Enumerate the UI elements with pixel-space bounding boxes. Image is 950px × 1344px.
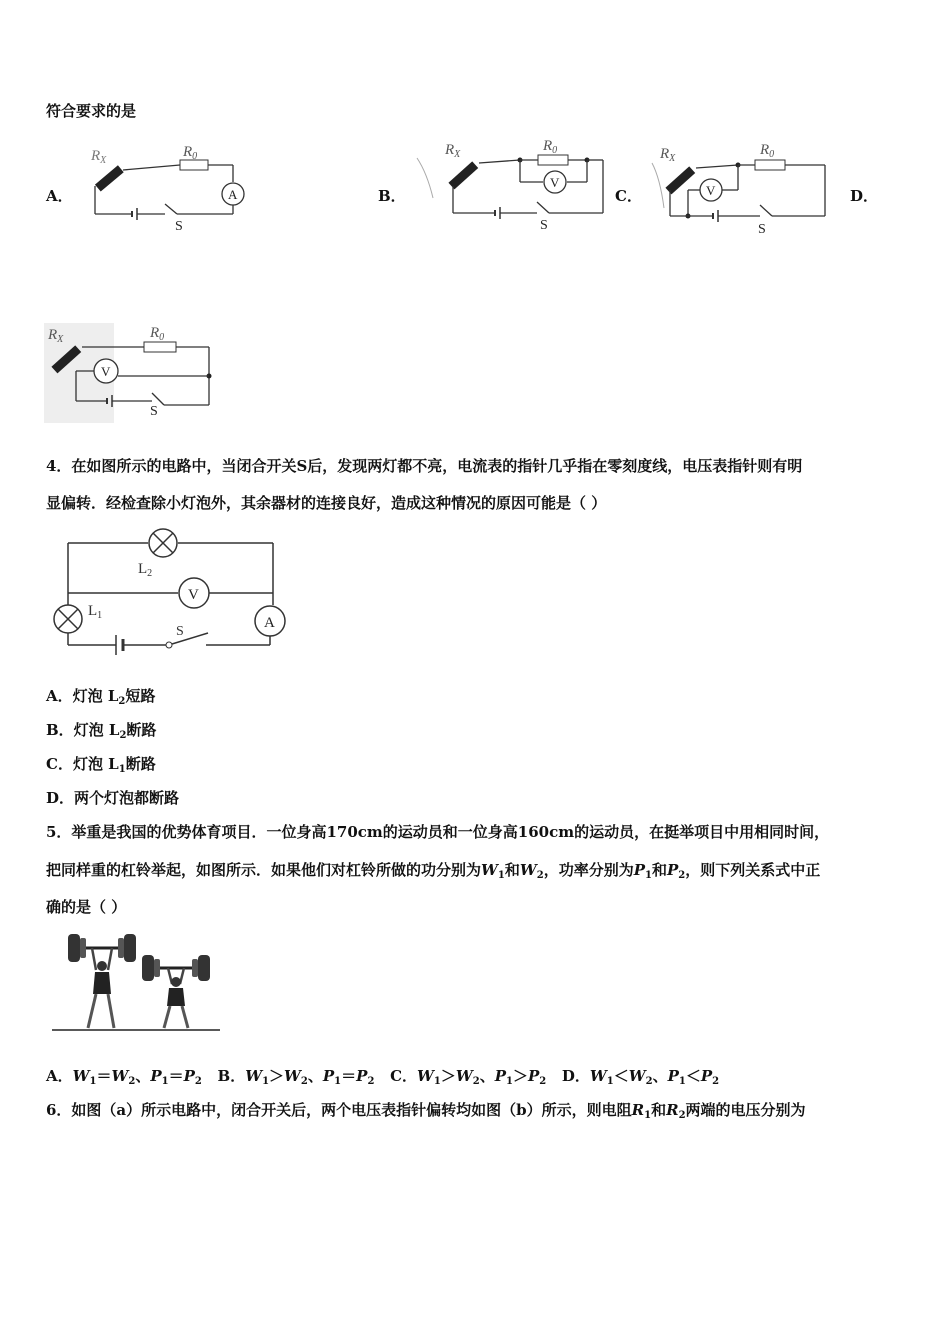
svg-text:R0: $R_0$ (760, 142, 775, 160)
svg-text:RX: $R_X$ (660, 146, 676, 164)
q4-l1-sub: 1 (97, 610, 103, 621)
q5-options-line: A．$W_1=W_2$、$P_1=P_2$ B．$W_1>W_2$、$P_1=P_2$ C．$W_1>W_2$、$P_1>P_2$ D．$W_1<W_2$、$P_1<P_2$ (46, 1067, 720, 1087)
q5-question-line3: 确的是（ ） (46, 898, 127, 916)
q3-circuit-b (415, 138, 610, 238)
q4-option-b: B．灯泡 $L_2$断路 (46, 721, 157, 741)
q5-question-line1: 5．举重是我国的优势体育项目．一位身高170cm的运动员和一位身高160cm的运动员，在挺举项目中用相同时间， (46, 823, 830, 841)
svg-text:S: S (540, 218, 548, 233)
svg-text:L1 (88, 603, 102, 621)
svg-text:V: V (550, 175, 560, 190)
q3-circuit-a (85, 138, 255, 233)
q3-option-c-label: C． (615, 187, 642, 205)
svg-text:R0: $R_0$ (150, 325, 165, 343)
svg-text:S: S (758, 222, 766, 237)
q5-question-line2: 把同样重的杠铃举起，如图所示．如果他们对杠铃所做的功分别为$W_1$和$W_2$，功率分别为$P_1$和$P_2$，则下列关系式中正 (46, 861, 821, 881)
svg-text:RX: $R_X$ (48, 327, 64, 345)
q4-option-a: A．灯泡 $L_2$短路 (46, 687, 156, 707)
svg-text:R0: $R_0$ (543, 138, 558, 156)
q3-circuit-d (44, 323, 219, 423)
svg-text:S: S (150, 404, 158, 419)
svg-text:A: A (228, 187, 238, 202)
q4-switch-label: S (176, 624, 184, 639)
q4-option-c: C．灯泡 $L_1$断路 (46, 755, 156, 775)
q4-question-line1: 4．在如图所示的电路中，当闭合开关S后，发现两灯都不亮，电流表的指针几乎指在零刻度线，电压表指针则有明 (46, 457, 803, 475)
q4-l2-sub: 2 (147, 568, 153, 579)
svg-text:RX: $R_X$ (445, 142, 461, 160)
q4-ammeter-label: A (264, 615, 275, 631)
q4-circuit-figure (48, 525, 293, 665)
q3-circuit-c (650, 138, 830, 238)
q3-option-a-label: A． (46, 187, 73, 205)
q4-question-line2: 显偏转．经检查除小灯泡外，其余器材的连接良好，造成这种情况的原因可能是（ ） (46, 494, 607, 512)
q3-option-b-label: B． (378, 187, 406, 205)
svg-text:V: V (706, 183, 716, 198)
q4-l1-label: L (88, 603, 98, 619)
svg-text:S: S (175, 219, 183, 233)
svg-text:RX: $R_X$ (91, 148, 107, 166)
svg-text:V: V (101, 364, 111, 379)
q6-question-line1: 6．如图（a）所示电路中，闭合开关后，两个电压表指针偏转均如图（b）所示，则电阻$R_1$和$R_2$两端的电压分别为 (46, 1101, 806, 1121)
q4-option-d: D．两个灯泡都断路 (46, 789, 180, 807)
svg-text:L2 (138, 561, 152, 579)
q4-l2-label: L (138, 561, 148, 577)
q3-option-d-label: D． (850, 187, 879, 205)
q4-voltmeter-label: V (188, 587, 199, 603)
q5-weightlifters-figure (50, 928, 222, 1036)
svg-text:R0: $R_0$ (183, 144, 198, 162)
q3-tail-text: 符合要求的是 (46, 102, 137, 120)
